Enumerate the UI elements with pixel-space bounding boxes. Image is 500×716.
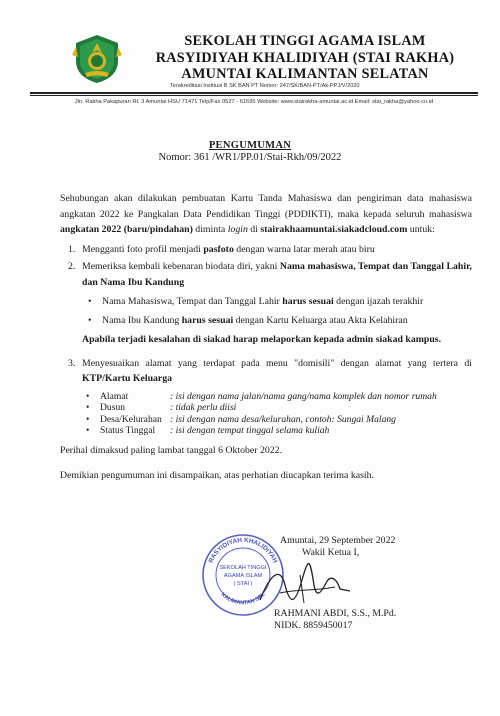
row-label: Dusun bbox=[100, 402, 126, 413]
instruction-list bbox=[60, 242, 472, 437]
table-row bbox=[86, 425, 437, 437]
table-row bbox=[86, 391, 437, 403]
bullet-text: dengan Kartu Keluarga atau Akta Kelahiran bbox=[233, 315, 408, 326]
intro-text: di bbox=[247, 224, 261, 235]
intro-siakad-url: stairakhaamuntai.siakadcloud.com bbox=[260, 224, 408, 235]
letterhead-rule bbox=[30, 92, 478, 94]
item-text: dengan warna latar merah atau biru bbox=[233, 243, 375, 255]
intro-text: diminta bbox=[192, 224, 228, 235]
row-value: : isi dengan tempat tinggal selama kuliah bbox=[170, 425, 330, 436]
accreditation-note: Terakreditasi Institusi B SK BAN PT Nomor: 247/SK/BAN-PT/Ak-PPJ/V/2020 bbox=[170, 83, 360, 89]
bullet-text: Nama Ibu Kandung bbox=[102, 315, 182, 326]
item-paragraph bbox=[82, 259, 472, 290]
table-row bbox=[86, 414, 437, 426]
item-text: Memeriksa kembali kebenaran biodata diri, yakni bbox=[82, 261, 280, 272]
row-value: : tidak perlu diisi bbox=[170, 402, 237, 413]
signatory-name: RAHMANI ABDI, S.S., M.Pd. bbox=[274, 608, 397, 619]
item-bold: Nama mahasiswa, Tempat dan Tanggal Lahir, dan Nama Ibu Kandung bbox=[82, 261, 472, 288]
instruction-item-2 bbox=[60, 259, 472, 348]
item-text: Mengganti foto profil menjadi bbox=[82, 243, 204, 255]
instruction-item-1 bbox=[60, 242, 472, 258]
bullet-bold: harus sesuai bbox=[282, 296, 334, 307]
letterhead-line-1: SEKOLAH TINGGI AGAMA ISLAM bbox=[184, 33, 426, 49]
row-bullet: • bbox=[86, 402, 90, 413]
row-bullet: • bbox=[86, 425, 90, 436]
letterhead-line-3: AMUNTAI KALIMANTAN SELATAN bbox=[181, 66, 429, 82]
domicile-table bbox=[86, 391, 437, 437]
intro-text: untuk: bbox=[407, 224, 435, 235]
letterhead bbox=[140, 33, 470, 83]
bullet-item bbox=[82, 294, 472, 309]
stamp-inner-line-3: ( STAI ) bbox=[233, 581, 253, 587]
bullet-text: Nama Mahasiswa, Tempat dan Tanggal Lahir bbox=[102, 296, 283, 307]
stamp-inner-line-2: AGAMA ISLAM bbox=[223, 573, 263, 579]
letterhead-rule-thin bbox=[30, 95, 478, 96]
row-label: Desa/Kelurahan bbox=[100, 413, 162, 425]
signature-city-date: Amuntai, 29 September 2022 bbox=[280, 535, 396, 546]
item-bold: pasfoto bbox=[203, 243, 234, 255]
instruction-item-3 bbox=[60, 356, 472, 437]
handwritten-signature bbox=[240, 555, 360, 615]
closing-paragraph: Demikian pengumuman ini disampaikan, atas perhatian diucapkan terima kasih. bbox=[60, 470, 374, 481]
bullet-item bbox=[82, 313, 472, 328]
intro-text: Sehubungan akan dilakukan pembuatan Kartu Tanda Mahasiswa dan pengiriman data mahasiswa angkatan 2022 ke Pangkalan Data Pendidikan Tinggi (PDDIKTI), maka kepada seluruh mahasiswa bbox=[60, 193, 472, 220]
row-label: Status Tinggal bbox=[100, 425, 156, 436]
bullet-bold: harus sesuai bbox=[181, 315, 234, 326]
stamp-inner-line-1: SEKOLAH TINGGI bbox=[219, 565, 267, 571]
biodata-bullets bbox=[82, 294, 472, 328]
stamp-bottom-text: KALIMANTAN SEL bbox=[219, 591, 267, 607]
item-number: 3. bbox=[68, 357, 76, 369]
item-paragraph bbox=[82, 356, 472, 387]
intro-cohort: angkatan 2022 (baru/pindahan) bbox=[60, 224, 193, 235]
warning-note: Apabila terjadi kesalahan di siakad harap melaporkan kepada admin siakad kampus. bbox=[82, 334, 442, 345]
intro-paragraph bbox=[60, 191, 472, 238]
signature-role: Wakil Ketua I, bbox=[302, 547, 360, 558]
stamp-outer-text: RASYIDIYAH KHALIDIYAH bbox=[207, 536, 279, 565]
item-text: Menyesuaikan alamat yang terdapat pada menu "domisili" dengan alamat yang tertera di bbox=[82, 357, 472, 369]
intro-login: login bbox=[227, 224, 248, 235]
bullet-text: dengan ijazah terakhir bbox=[333, 296, 424, 307]
college-emblem-icon bbox=[72, 33, 122, 85]
document-title: PENGUMUMAN bbox=[208, 140, 292, 151]
letterhead-line-2: RASYIDIYAH KHALIDIYAH (STAI RAKHA) bbox=[155, 49, 455, 66]
row-bullet: • bbox=[86, 390, 90, 402]
row-bullet: • bbox=[86, 413, 90, 425]
document-number: Nomor: 361 /WR1/PP.01/Stai-Rkh/09/2022 bbox=[158, 152, 342, 163]
item-number: 1. bbox=[68, 243, 76, 255]
item-number: 2. bbox=[68, 261, 76, 272]
deadline-paragraph: Perihal dimaksud paling lambat tanggal 6 Oktober 2022. bbox=[60, 444, 283, 456]
item-bold: KTP/Kartu Keluarga bbox=[82, 373, 173, 384]
row-label: Alamat bbox=[100, 390, 129, 402]
document-body bbox=[60, 191, 472, 484]
row-value: : isi dengan nama jalan/nama gang/nama komplek dan nomor rumah bbox=[170, 390, 437, 402]
letterhead-address: Jln. Rakha Pakapuran Rt. 3 Amuntai HSU 71471 Telp/Fax 0527 - 61695 Website: www.stairakha-amuntai.ac.id Email: stai_rakha@yahoo.co.id bbox=[74, 99, 434, 105]
table-row bbox=[86, 402, 437, 414]
signatory-nidk: NIDK. 8859450017 bbox=[274, 620, 353, 631]
row-value: : isi dengan nama desa/kelurahan, contoh: Sungai Malang bbox=[170, 413, 396, 425]
